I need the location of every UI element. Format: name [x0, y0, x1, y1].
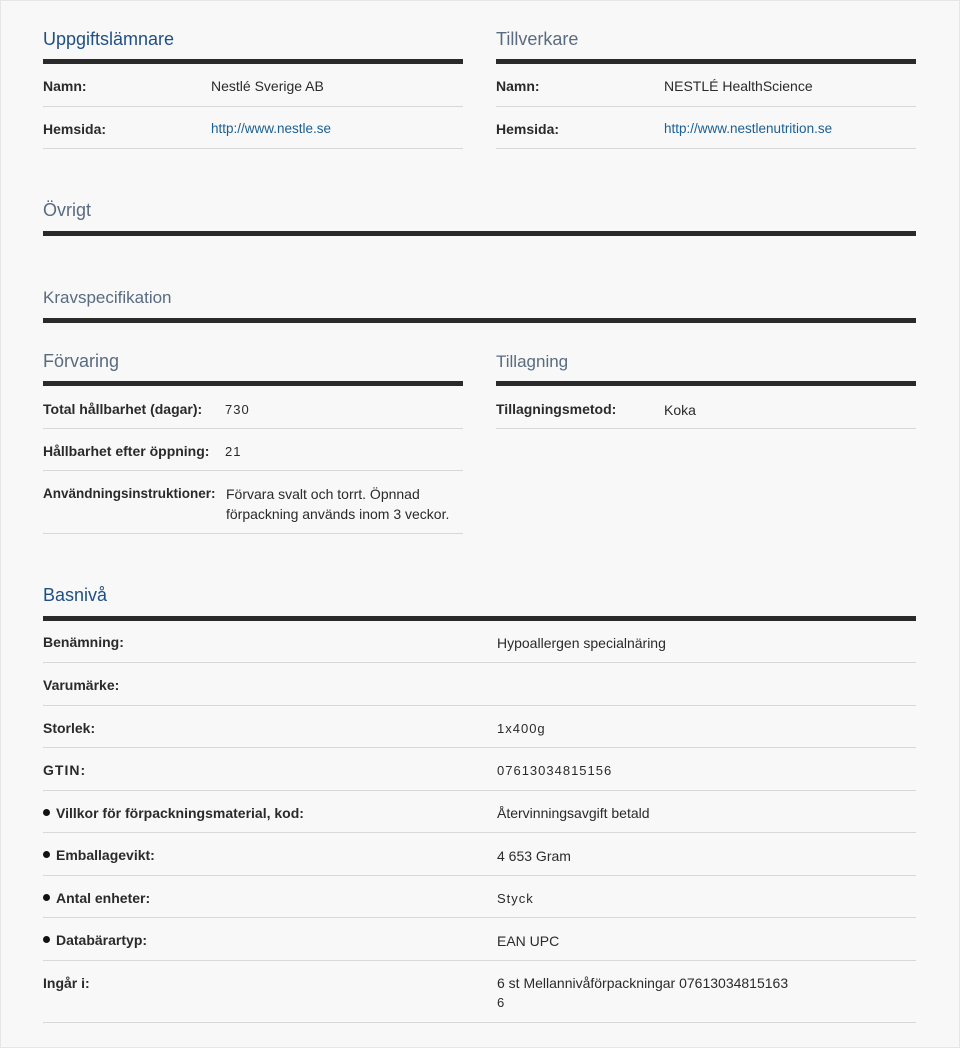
- base-row-label-size: Storlek:: [43, 720, 96, 736]
- shelf-life-value: 730: [225, 402, 250, 417]
- base-row-label-part-of: Ingår i:: [43, 975, 90, 991]
- base-row-label-unit-count: Antal enheter:: [56, 890, 151, 906]
- base-row-value-part-of-count: 6: [497, 995, 506, 1010]
- manufacturer-name-label: Namn:: [496, 78, 540, 94]
- requirements-heading: Kravspecifikation: [43, 288, 172, 307]
- base-row-unit-count: [43, 890, 150, 906]
- divider: [43, 960, 916, 961]
- base-row-value-gtin: 07613034815156: [497, 763, 613, 778]
- instructions-label: Användningsinstruktioner:: [43, 486, 216, 501]
- manufacturer-heading-bar: [496, 59, 916, 64]
- divider: [43, 470, 463, 471]
- divider: [43, 875, 916, 876]
- divider: [43, 790, 916, 791]
- bullet-icon: [43, 894, 50, 901]
- base-row-packaging-weight: [43, 847, 155, 863]
- preparation-method-value: Koka: [664, 402, 696, 418]
- other-heading-bar: [43, 231, 916, 236]
- base-row-packaging-code: [43, 805, 304, 821]
- base-row-value-packaging-code: Återvinningsavgift betald: [497, 805, 650, 821]
- base-row-data-carrier: [43, 932, 147, 948]
- bullet-icon: [43, 851, 50, 858]
- supplier-heading: Uppgiftslämnare: [43, 29, 175, 49]
- base-row-label-packaging-weight: Emballagevikt:: [56, 847, 155, 863]
- divider: [43, 1022, 916, 1023]
- divider: [43, 106, 463, 107]
- preparation-heading: Tillagning: [496, 352, 569, 371]
- bullet-icon: [43, 936, 50, 943]
- base-row-label-data-carrier: Databärartyp:: [56, 932, 148, 948]
- divider: [496, 148, 916, 149]
- divider: [43, 747, 916, 748]
- base-row-value-unit-count: Styck: [497, 891, 534, 906]
- after-open-value: 21: [225, 444, 242, 459]
- instructions-value: Förvara svalt och torrt. Öpnnad förpackning används inom 3 veckor.: [226, 486, 450, 522]
- divider: [43, 428, 463, 429]
- divider: [43, 148, 463, 149]
- manufacturer-heading: Tillverkare: [496, 29, 579, 49]
- other-heading: Övrigt: [43, 200, 92, 220]
- manufacturer-site-link[interactable]: http://www.nestlenutrition.se: [664, 121, 833, 136]
- supplier-site-label: Hemsida:: [43, 121, 107, 137]
- divider: [43, 705, 916, 706]
- shelf-life-label: Total hållbarhet (dagar):: [43, 401, 203, 417]
- base-row-value-name: Hypoallergen specialnäring: [497, 635, 666, 651]
- divider: [43, 662, 916, 663]
- supplier-site-link[interactable]: http://www.nestle.se: [211, 121, 332, 136]
- preparation-method-label: Tillagningsmetod:: [496, 401, 617, 417]
- bullet-icon: [43, 809, 50, 816]
- base-row-value-part-of: 6 st Mellannivåförpackningar 07613034815163: [497, 975, 789, 991]
- base-row-value-size: 1x400g: [497, 721, 546, 736]
- base-row-label-name: Benämning:: [43, 634, 124, 650]
- divider: [43, 533, 463, 534]
- base-row-label-packaging-code: Villkor för förpackningsmaterial, kod:: [56, 805, 304, 821]
- manufacturer-name-value: NESTLÉ HealthScience: [664, 78, 813, 94]
- supplier-name-label: Namn:: [43, 78, 87, 94]
- base-row-label-gtin: GTIN:: [43, 762, 87, 778]
- base-row-value-packaging-weight: 4 653 Gram: [497, 848, 571, 864]
- supplier-name-value: Nestlé Sverige AB: [211, 78, 324, 94]
- base-row-value-data-carrier: EAN UPC: [497, 933, 560, 949]
- divider: [43, 832, 916, 833]
- manufacturer-site-label: Hemsida:: [496, 121, 560, 137]
- storage-heading-bar: [43, 381, 463, 386]
- storage-heading: Förvaring: [43, 351, 120, 371]
- base-level-heading: Basnivå: [43, 585, 108, 605]
- divider: [43, 917, 916, 918]
- base-level-heading-bar: [43, 616, 916, 621]
- preparation-heading-bar: [496, 381, 916, 386]
- divider: [496, 106, 916, 107]
- divider: [496, 428, 916, 429]
- base-row-label-brand: Varumärke:: [43, 677, 120, 693]
- requirements-heading-bar: [43, 318, 916, 323]
- supplier-heading-bar: [43, 59, 463, 64]
- after-open-label: Hållbarhet efter öppning:: [43, 443, 210, 459]
